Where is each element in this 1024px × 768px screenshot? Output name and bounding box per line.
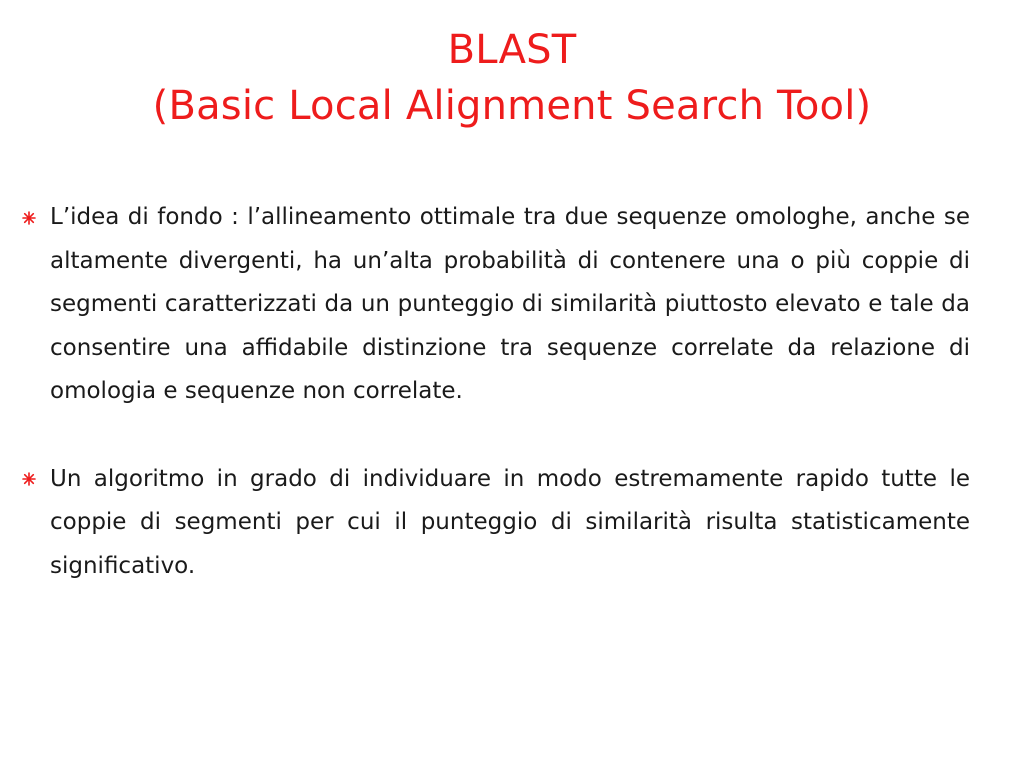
- title-line-2: (Basic Local Alignment Search Tool): [152, 83, 872, 129]
- asterisk-bullet-icon: [22, 196, 42, 240]
- bullet-item-2: [22, 458, 970, 589]
- bullet-item-1: [22, 196, 970, 414]
- bullet-list: [22, 196, 970, 588]
- asterisk-bullet-icon: [22, 458, 42, 502]
- title-line-1: BLAST: [447, 27, 577, 73]
- bullet-text-2: Un algoritmo in grado di individuare in modo estremamente rapido tutte le coppie di segmenti per cui il punteggio di similarità risulta statisticamente significativo.: [50, 465, 970, 579]
- bullet-text-1: L’idea di fondo : l’allineamento ottimale tra due sequenze omologhe, anche se altamente divergenti, ha un’alta probabilità di contenere una o più coppie di segmenti caratterizzati da un punteggio di similarità piuttosto elevato e tale da consentire una affidabile distinzione tra sequenze correlate da relazione di omologia e sequenze non correlate.: [50, 204, 970, 404]
- slide-title: [0, 22, 1024, 134]
